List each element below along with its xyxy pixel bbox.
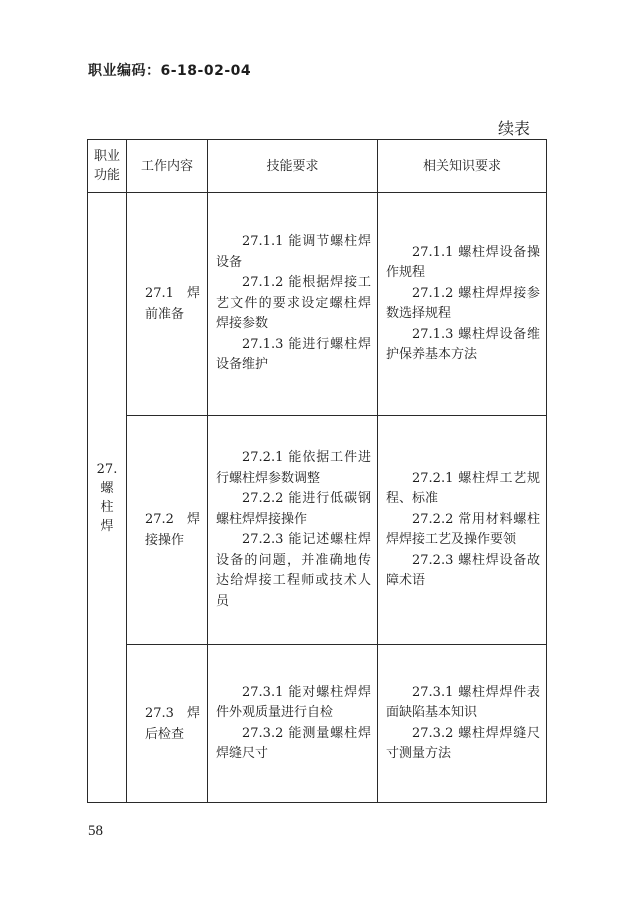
skill-item: 27.2.1 能依据工件进行螺柱焊参数调整 [216,450,371,486]
skill-cell [208,193,378,416]
skill-cell [208,416,378,645]
knowledge-item: 27.1.2 螺柱焊焊接参数选择规程 [386,285,540,321]
skill-item: 27.1.2 能根据焊接工艺文件的要求设定螺柱焊焊接参数 [216,275,371,332]
knowledge-item: 27.1.1 螺柱焊设备操作规程 [386,244,540,280]
skill-item: 27.3.1 能对螺柱焊焊件外观质量进行自检 [216,684,371,720]
knowledge-item: 27.2.2 常用材料螺柱焊焊接工艺及操作要领 [386,511,540,547]
header-skill: 技能要求 [208,140,378,193]
skill-item: 27.1.1 能调节螺柱焊设备 [216,234,371,270]
work-line: 前准备 [145,307,185,322]
skill-item: 27.1.3 能进行螺柱焊设备维护 [216,336,371,373]
knowledge-item: 27.3.2 螺柱焊焊缝尺寸测量方法 [386,725,540,761]
function-char: 螺 [100,480,114,496]
knowledge-item: 27.2.1 螺柱焊工艺规程、标准 [386,470,540,506]
skill-requirements-table [87,139,547,803]
function-char: 焊 [100,518,114,534]
knowledge-cell [378,193,547,416]
work-line: 后检查 [145,726,185,742]
work-line: 27.2 焊 [145,512,200,527]
skill-item: 27.3.2 能测量螺柱焊焊缝尺寸 [216,725,371,761]
knowledge-item: 27.3.1 螺柱焊焊件表面缺陷基本知识 [386,684,540,720]
table-row [88,416,547,645]
work-cell [127,193,208,416]
knowledge-cell [378,416,547,645]
header-knowledge: 相关知识要求 [378,140,547,193]
knowledge-item: 27.2.3 螺柱焊设备故障术语 [386,552,540,588]
work-cell [127,416,208,645]
header-function-line2: 功能 [93,168,120,183]
header-function [88,140,127,193]
work-line: 27.1 焊 [145,286,200,301]
skill-cell [208,645,378,803]
skill-item: 27.2.2 能进行低碳钢螺柱焊焊接操作 [216,491,371,527]
continued-label: 续表 [497,119,530,138]
table-header-row [88,140,547,193]
knowledge-item: 27.1.3 螺柱焊设备维护保养基本方法 [386,326,540,362]
function-number: 27. [96,461,118,477]
skill-item: 27.2.3 能记述螺柱焊设备的问题，并准确地传达给焊接工程师或技术人员 [216,532,371,609]
work-line: 27.3 焊 [145,705,200,721]
table-row [88,645,547,803]
work-cell [127,645,208,803]
function-char: 柱 [100,499,114,515]
header-function-line1: 职业 [93,149,120,164]
table-row [88,193,547,416]
knowledge-cell [378,645,547,803]
header-work: 工作内容 [127,140,208,193]
page-number: 58 [88,823,103,839]
occupation-code: 职业编码：6-18-02-04 [88,63,252,79]
work-line: 接操作 [145,533,185,548]
function-cell [88,193,127,803]
